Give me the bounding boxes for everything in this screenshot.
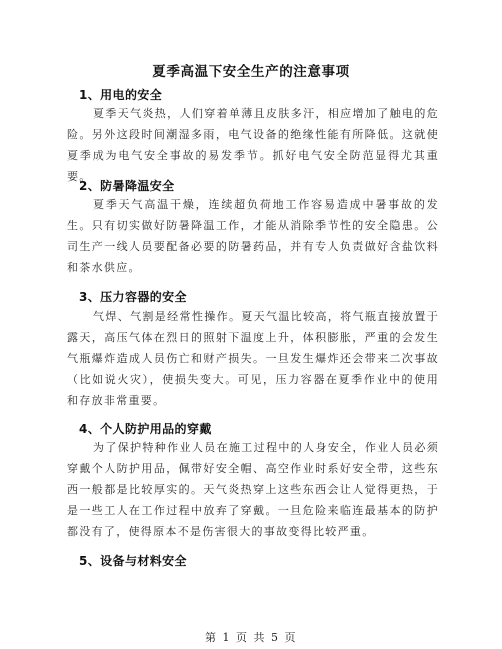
section-heading-3: 3、压力容器的安全 — [79, 290, 187, 304]
section-heading-1: 1、用电的安全 — [79, 88, 163, 102]
section-body-4: 为了保护特种作业人员在施工过程中的人身安全，作业人员必须穿戴个人防护用品，佩带好安全帽、高空作业时系好安全带，这些东西一般都是比较厚实的。天气炎热穿上这些东西会让人觉得更热，于是一些工人在工作过程中放弃了穿戴。一旦危险来临连最基本的防护都没有了，使得原本不是伤害很大的事故变得比较严重。 — [67, 441, 439, 538]
section-body-3: 气焊、气割是经常性操作。夏天气温比较高，将气瓶直接放置于露天，高压气体在烈日的照射下温度上升，体积膨胀，严重的会发生气瓶爆炸造成人员伤亡和财产损失。一旦发生爆炸还会带来二次事故（比如说火灾），使损失变大。可见，压力容器在夏季作业中的使用和存放非常重要。 — [67, 310, 439, 407]
section-heading-4: 4、个人防护用品的穿戴 — [79, 422, 212, 436]
section-heading-2: 2、防暑降温安全 — [79, 179, 175, 193]
section-body-2: 夏季天气高温干燥，连续超负荷地工作容易造成中暑事故的发生。只有切实做好防暑降温工作，才能从消除季节性的安全隐患。公司生产一线人员要配备必要的防暑药品，并有专人负责做好含盐饮料和茶水供应。 — [67, 198, 439, 274]
page-indicator: 第 1 页 共 5 页 — [205, 631, 297, 644]
section-heading-5: 5、设备与材料安全 — [79, 554, 187, 568]
section-body-1: 夏季天气炎热，人们穿着单薄且皮肤多汗，相应增加了触电的危险。另外这段时间潮湿多雨，电气设备的绝缘性能有所降低。这就使夏季成为电气安全事故的易发季节。抓好电气安全防范显得尤其重要。 — [67, 107, 439, 183]
document-title: 夏季高温下安全生产的注意事项 — [152, 64, 350, 80]
